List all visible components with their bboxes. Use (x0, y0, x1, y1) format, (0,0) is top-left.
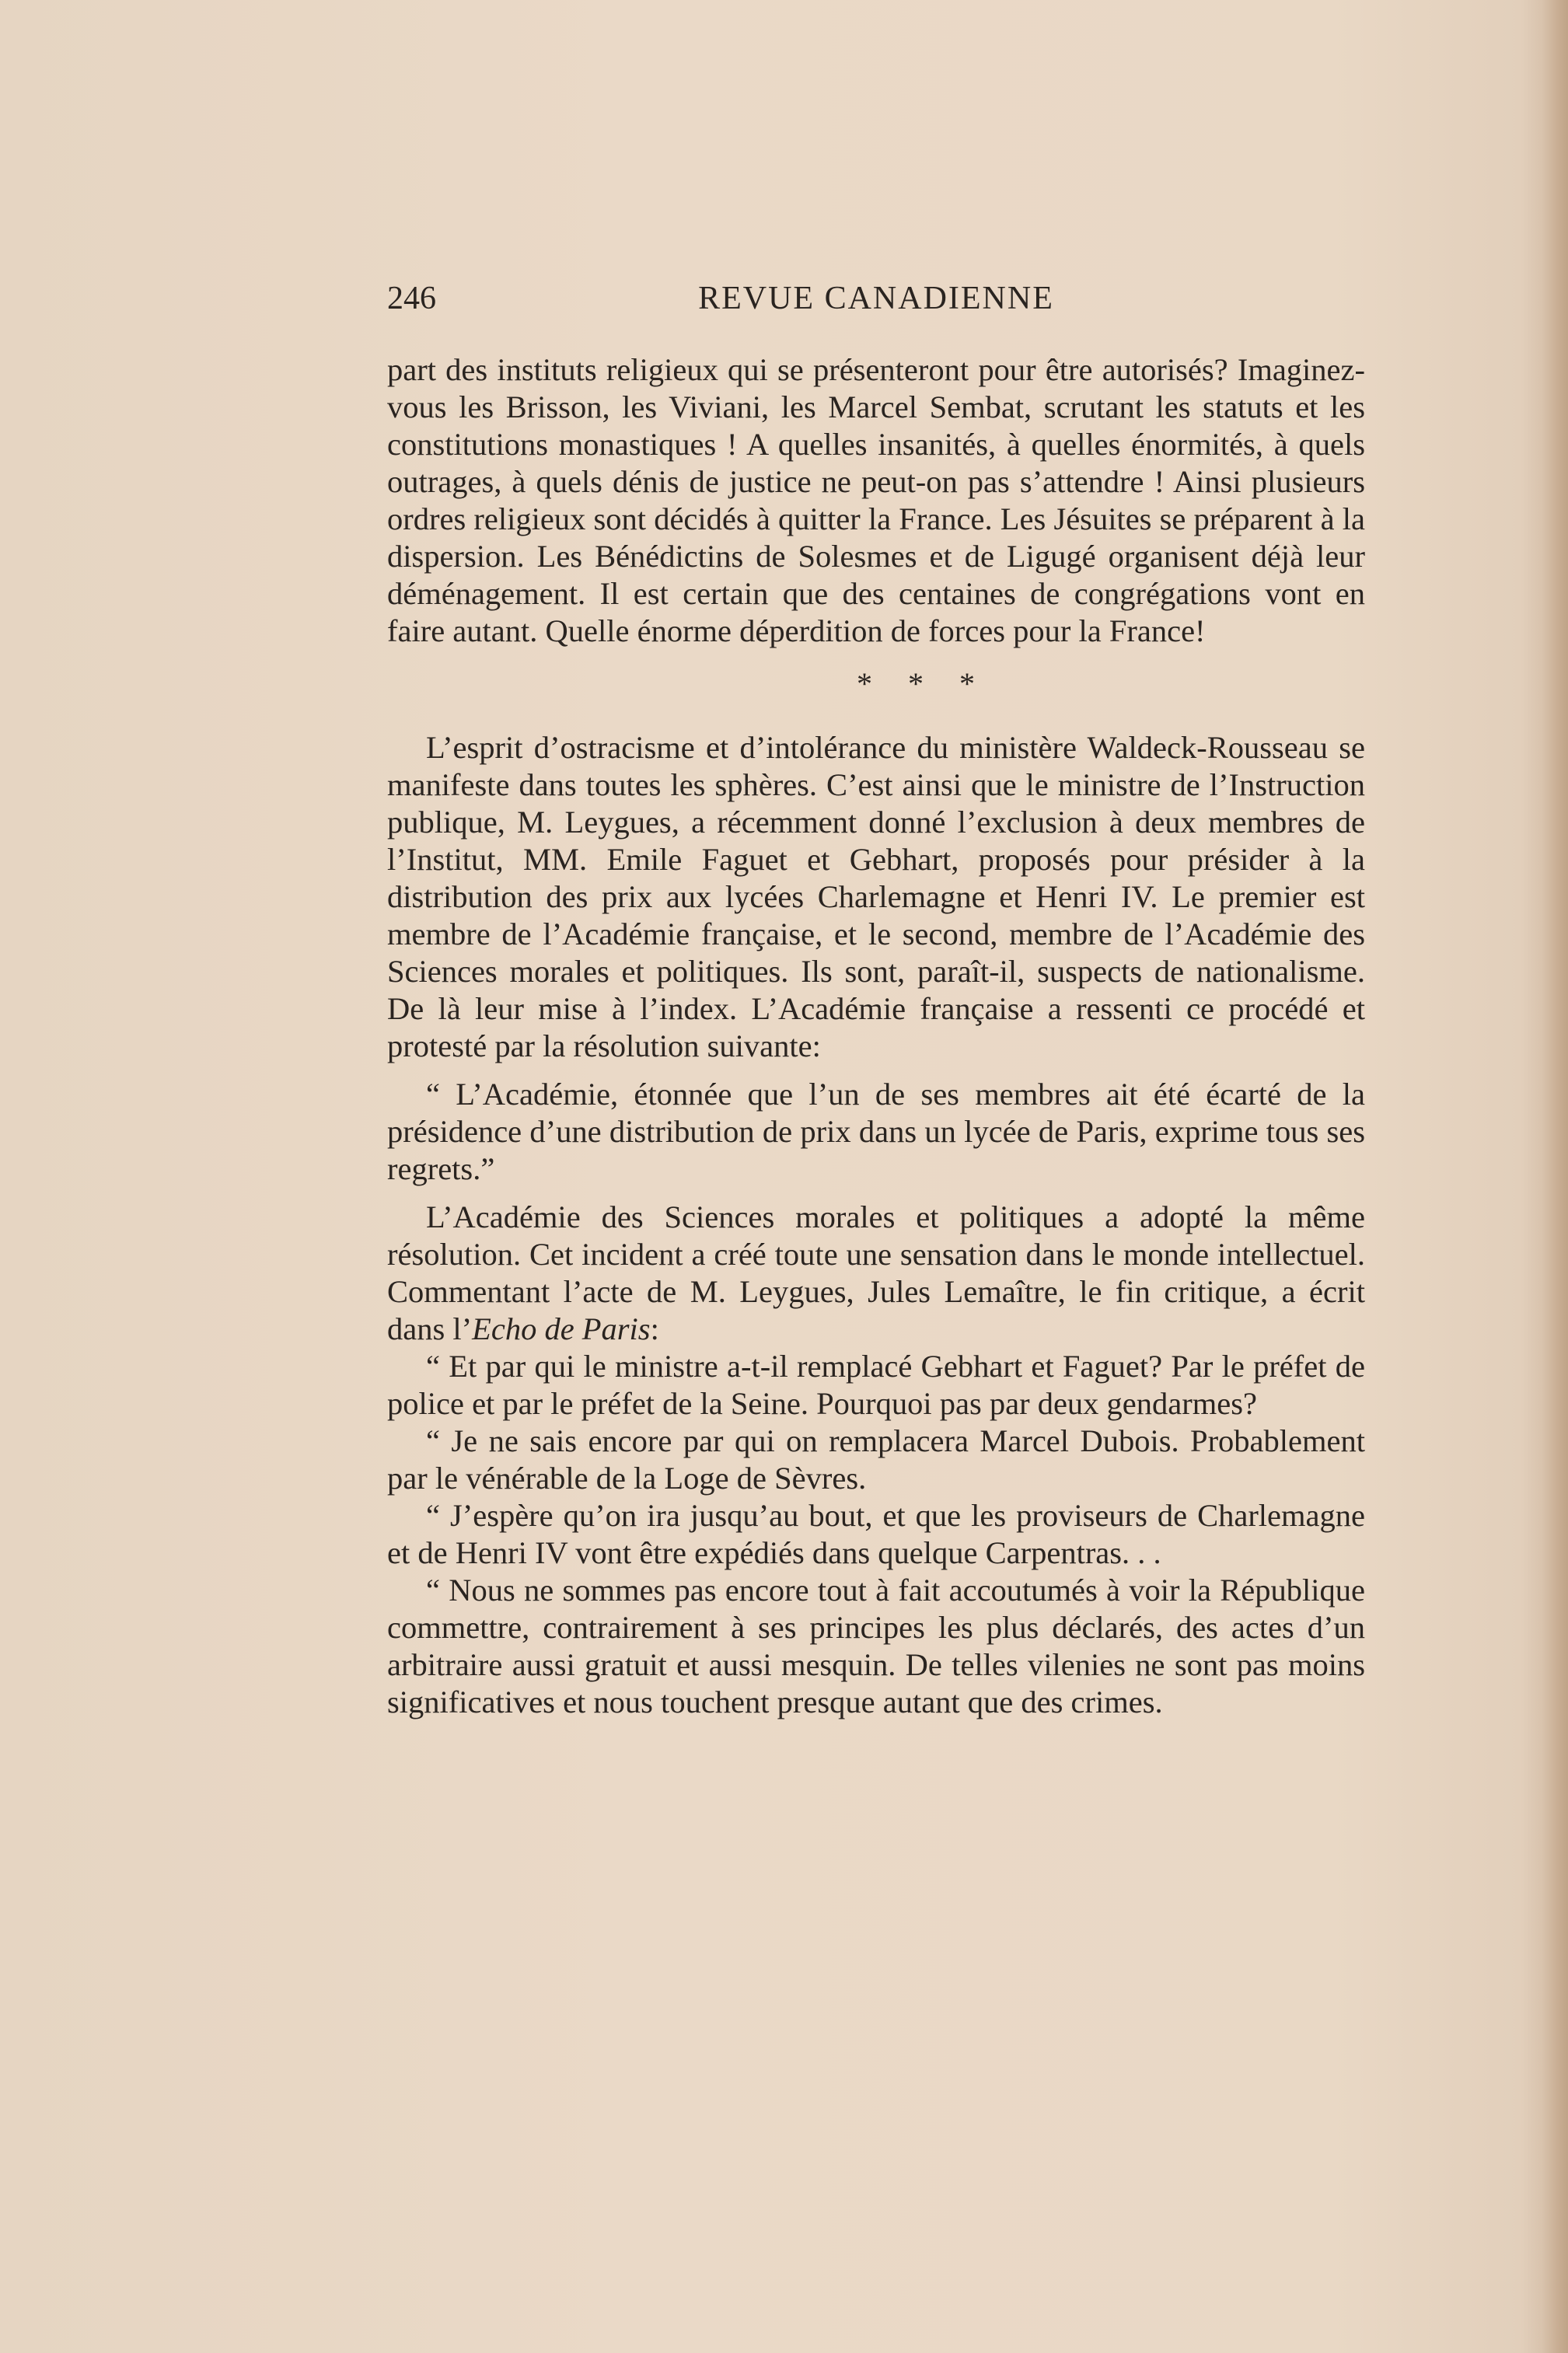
paragraph-2: L’esprit d’ostracisme et d’intolérance du ministère Waldeck-Rousseau se manifeste dans toutes les sphères. C’est ainsi que le ministre de l’Instruction publique, M. Leygues, a récemment donné l’exclusion à deux membres de l’Institut, MM. Emile Faguet et Gebhart, proposés pour présider à la distribution des prix aux lycées Charlemagne et Henri IV. Le premier est membre de l’Académie française, et le second, membre de l’Académie des Sciences morales et politiques. Ils sont, paraît-il, suspects de nationalisme. De là leur mise à l’index. L’Académie française a ressenti ce procédé et protesté par la résolution suivante: (387, 730, 1365, 1063)
paragraph-7-quote: “ J’espère qu’on ira jusqu’au bout, et que les proviseurs de Charlemagne et de Henri IV vont être expédiés dans quelque Carpentras. . . (387, 1498, 1365, 1570)
paragraph-1: part des instituts religieux qui se présenteront pour être autorisés? Imaginez-vous les Brisson, les Viviani, les Marcel Sembat, scrutant les statuts et les constitutions monastiques ! A quelles insanités, à quelles énormités, à quels outrages, à quels dénis de justice ne peut-on pas s’attendre ! Ainsi plusieurs ordres religieux sont décidés à quitter la France. Les Jésuites se préparent à la dispersion. Les Bénédictins de Solesmes et de Ligugé organisent déjà leur déménagement. Il est certain que des centaines de congrégations vont en faire autant. Quelle énorme déperdition de forces pour la France! (387, 352, 1365, 648)
page-edge (1542, 0, 1568, 2353)
paragraph-6-quote: “ Je ne sais encore par qui on remplacera Marcel Dubois. Probablement par le vénérable de la Loge de Sèvres. (387, 1423, 1365, 1496)
paragraph-4-text: L’Académie des Sciences morales et politiques a adopté la même résolution. Cet incident a créé toute une sensation dans le monde intellectuel. Commentant l’acte de M. Leygues, Jules Lemaître, le fin critique, a écrit dans l’ (387, 1199, 1365, 1346)
paragraph-4 (387, 1199, 1365, 1348)
newspaper-title: Echo de Paris (472, 1311, 651, 1346)
paragraph-4-colon: : (650, 1311, 659, 1346)
running-title: REVUE CANADIENNE (698, 281, 1054, 316)
paragraph-3-quote: “ L’Académie, étonnée que l’un de ses membres ait été écarté de la présidence d’une distribution de prix dans un lycée de Paris, exprime tous ses regrets.” (387, 1077, 1365, 1186)
section-separator: * * * (857, 666, 989, 701)
page-number: 246 (387, 281, 436, 316)
paragraph-8-quote: “ Nous ne sommes pas encore tout à fait accoutumés à voir la République commettre, contrairement à ses principes les plus déclarés, des actes d’un arbitraire aussi gratuit et aussi mesquin. De telles vilenies ne sont pas moins significatives et nous touchent presque autant que des crimes. (387, 1573, 1365, 1719)
paragraph-5-quote: “ Et par qui le ministre a-t-il remplacé Gebhart et Faguet? Par le préfet de police et par le préfet de la Seine. Pourquoi pas par deux gendarmes? (387, 1349, 1365, 1421)
page-header (387, 280, 1365, 326)
article-body (387, 351, 1365, 1721)
